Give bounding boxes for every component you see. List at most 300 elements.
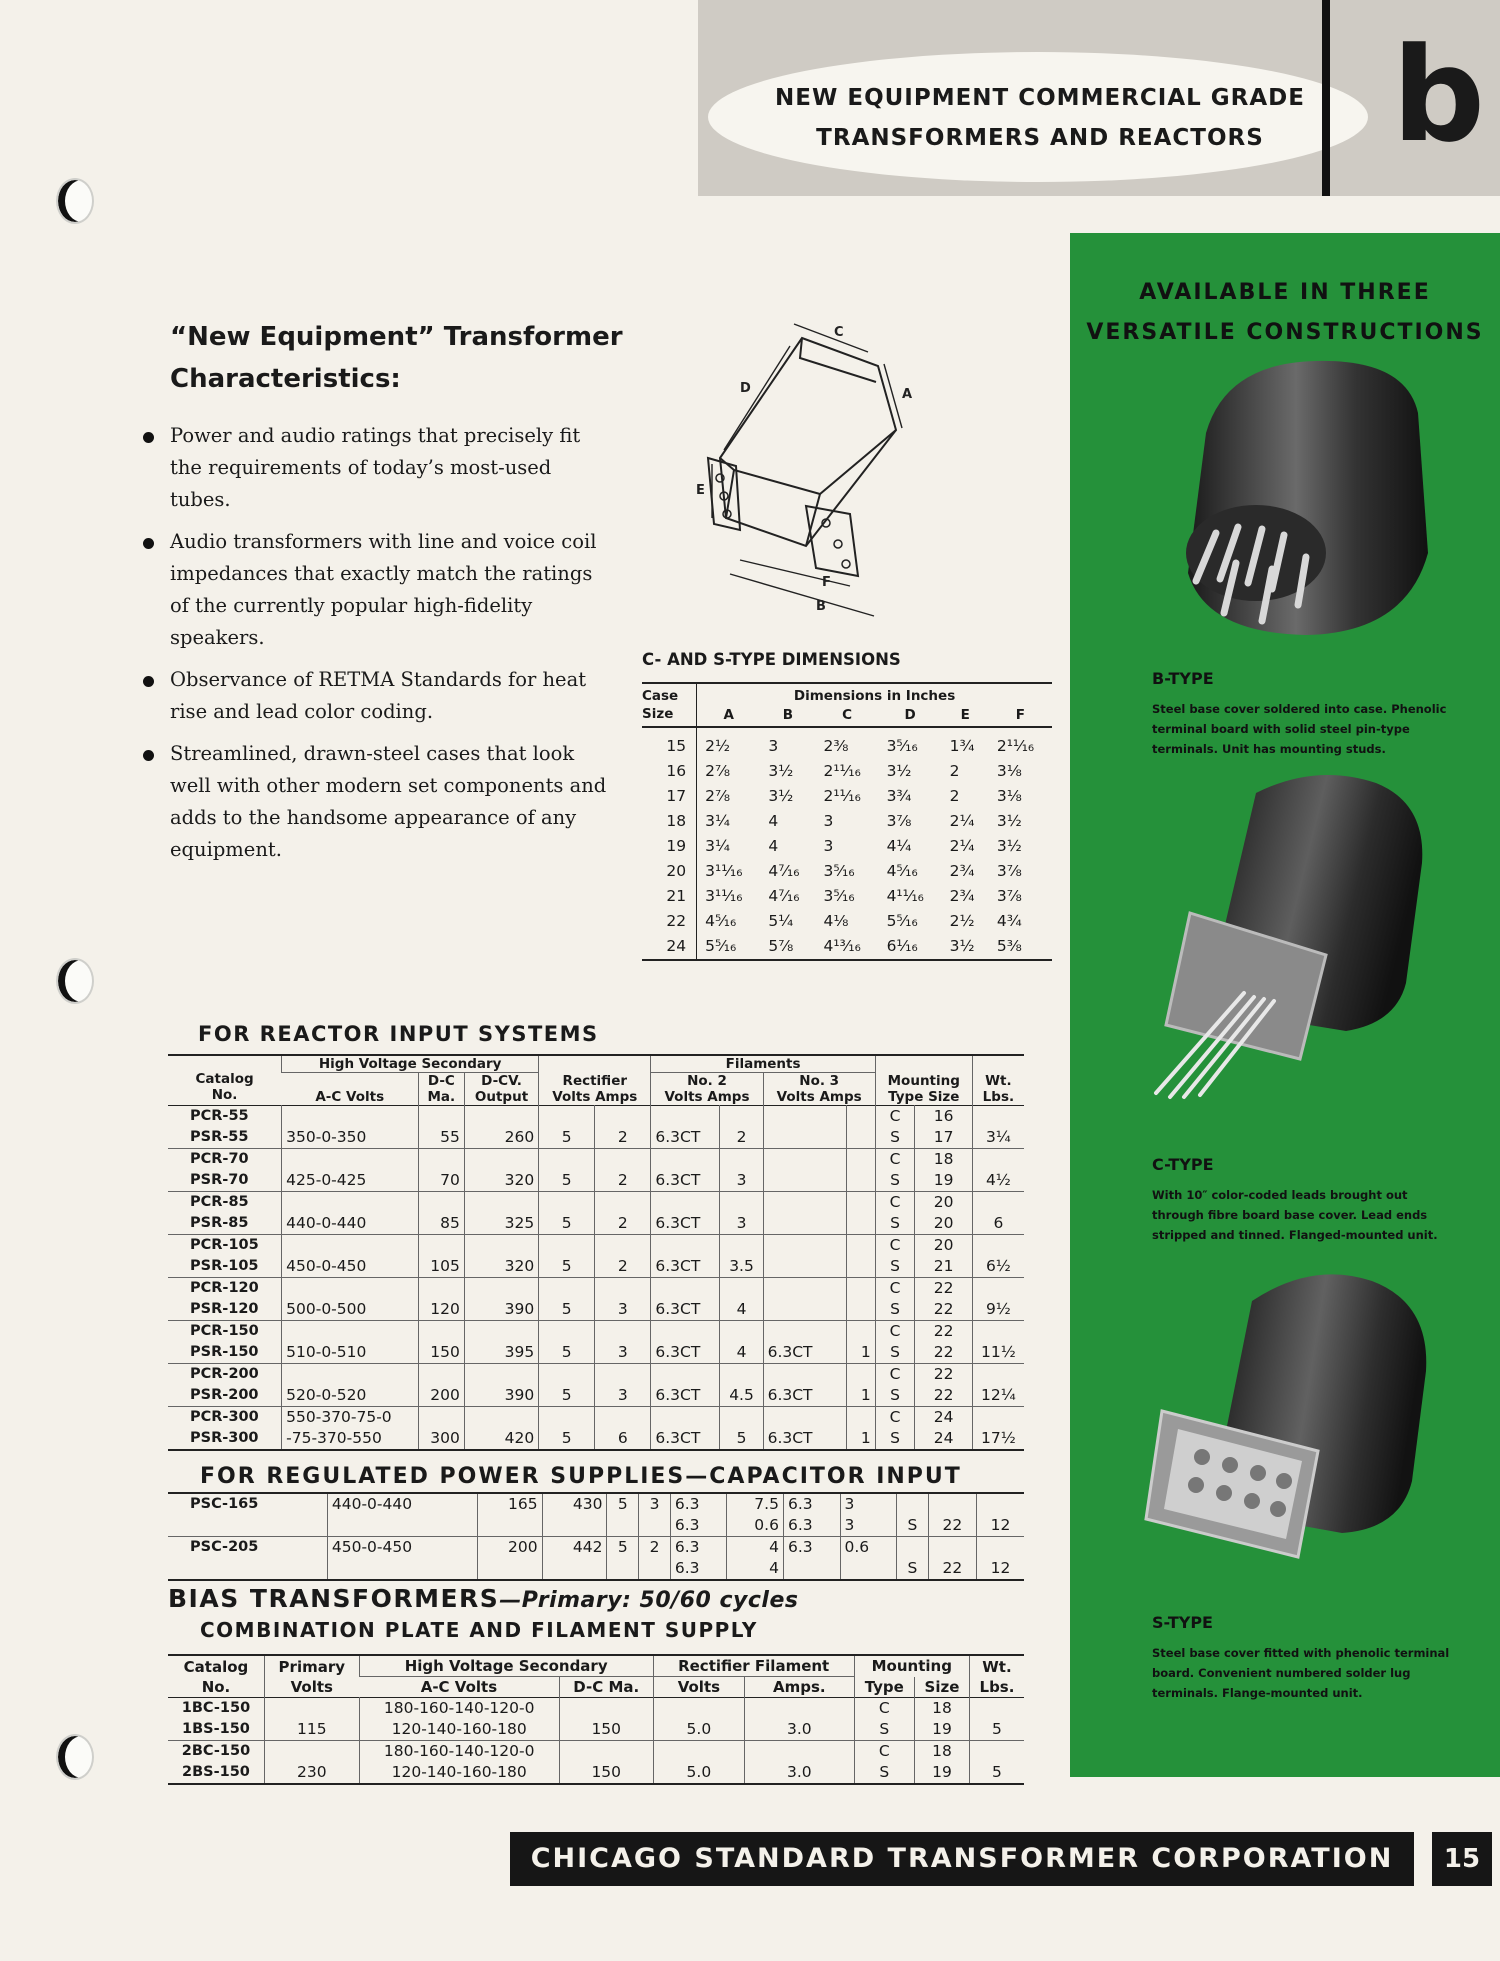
catalog-number-c: PCR-85 [190, 1194, 249, 1210]
table-row [168, 1342, 1024, 1364]
catalog-number-c: 2BC-150 [181, 1743, 251, 1759]
empty-cell [763, 1364, 846, 1386]
empty-cell [264, 1741, 359, 1763]
col-mount-type: Type [888, 1088, 924, 1105]
mount-type-cell: C [875, 1106, 915, 1128]
empty-cell [595, 1364, 651, 1386]
col-filament-no2 [651, 1073, 763, 1106]
empty-cell [559, 1741, 653, 1763]
intro-title-line2: Characteristics: [170, 364, 401, 394]
col-volts: Volts [653, 1677, 744, 1698]
col-amps: Amps. [745, 1677, 855, 1698]
dcv-output-cell: 320 [464, 1256, 538, 1278]
col-dcv-output [464, 1073, 538, 1106]
rect-amps-cell: 2 [595, 1256, 651, 1278]
dimension-cell: 3½ [996, 837, 1022, 855]
dc-ma-cell: 165 [477, 1493, 542, 1515]
empty-cell [745, 1741, 855, 1763]
empty-cell [928, 1537, 976, 1559]
catalog-number-c: 1BC-150 [181, 1700, 251, 1716]
dimension-cell: 4⁵⁄₁₆ [886, 862, 918, 880]
empty-cell [720, 1106, 763, 1128]
rect-volts-cell: 5.0 [653, 1762, 744, 1784]
dimension-cell: 3½ [768, 762, 794, 780]
dimension-cell: 2⅞ [705, 762, 731, 780]
ac-volts-cell: 440-0-440 [327, 1493, 477, 1515]
bias-table [168, 1654, 1024, 1785]
dc-ma-cell: 70 [418, 1170, 464, 1192]
ac-volts-cell [282, 1235, 419, 1257]
dimension-cell: 4⁵⁄₁₆ [705, 912, 737, 930]
mount-type-cell: S [875, 1213, 915, 1235]
empty-cell [653, 1698, 744, 1720]
col-dcv-line2: Output [474, 1089, 529, 1105]
ac-volts-cell: 120-140-160-180 [359, 1719, 559, 1741]
col-rect-amps: Amps [595, 1088, 638, 1105]
dimension-cell: 3⅛ [996, 787, 1022, 805]
col-catalog-line2: No. [211, 1087, 238, 1103]
punch-hole [56, 178, 94, 224]
col-f: F [1015, 707, 1026, 723]
dcv-output-cell: 260 [464, 1127, 538, 1149]
col-a: A [723, 707, 734, 723]
diagram-label-e: E [696, 483, 705, 498]
rect-volts-cell: 5 [539, 1299, 595, 1321]
no3-volts-cell [763, 1299, 846, 1321]
no3-amps-cell: 1 [846, 1428, 875, 1450]
mount-size-cell: 22 [928, 1558, 976, 1580]
dimension-row [642, 909, 1052, 934]
dimension-cell: 3½ [996, 812, 1022, 830]
table-row [168, 1719, 1024, 1741]
no3-amps-cell [846, 1127, 875, 1149]
page-number: 15 [1432, 1832, 1492, 1886]
empty-cell [464, 1192, 538, 1214]
dimension-row [642, 884, 1052, 909]
ac-volts-cell: 350-0-350 [282, 1127, 419, 1149]
dimension-cell: 2 [949, 762, 960, 780]
dcv-output-cell: 420 [464, 1428, 538, 1450]
punch-hole [56, 1734, 94, 1780]
ac-volts-cell: -75-370-550 [282, 1428, 419, 1450]
table-row [168, 1106, 1024, 1128]
empty-cell [720, 1192, 763, 1214]
catalog-number-c: PCR-150 [190, 1323, 259, 1339]
rect-volts-cell: 5 [539, 1213, 595, 1235]
col-catalog-line2: No. [201, 1677, 231, 1696]
table-row [168, 1558, 1024, 1580]
no3-amps-cell [846, 1256, 875, 1278]
page-title-line1: NEW EQUIPMENT COMMERCIAL GRADE [775, 85, 1305, 111]
col-primary-line1: Primary [278, 1657, 346, 1676]
empty-cell [559, 1698, 653, 1720]
dc-ma-cell: 150 [418, 1342, 464, 1364]
empty-cell [846, 1321, 875, 1343]
no2-volts-cell: 6.3CT [651, 1299, 720, 1321]
rect-volts-cell: 5 [539, 1428, 595, 1450]
rect-amps-cell: 3.0 [745, 1719, 855, 1741]
weight-cell: 12 [976, 1515, 1024, 1537]
no2-amps-cell: 3 [720, 1170, 763, 1192]
col-group-filaments: Filaments [651, 1055, 875, 1073]
ac-volts-cell: 120-140-160-180 [359, 1762, 559, 1784]
empty-cell [846, 1235, 875, 1257]
feature-item: Audio transformers with line and voice coil impedances that exactly match the ratings of the currently popular high-fidelity speakers. [140, 526, 610, 654]
mount-type-cell: S [897, 1558, 929, 1580]
panel-title-line2: VERSATILE CONSTRUCTIONS [1086, 320, 1484, 345]
diagram-label-b: B [816, 599, 826, 614]
mount-type-cell: C [875, 1278, 915, 1300]
dimension-cell: 6¹⁄₁₆ [886, 937, 918, 955]
col-mounting [875, 1073, 972, 1106]
col-weight-line2: Lbs. [982, 1088, 1015, 1105]
bias-heading-sub: —Primary: 50/60 cycles [499, 1588, 799, 1613]
dimension-cell: 5⁵⁄₁₆ [886, 912, 918, 930]
col-catalog [168, 1655, 264, 1698]
col-catalog-line1: Catalog [183, 1657, 249, 1676]
mount-size-cell: 18 [914, 1741, 969, 1763]
dimension-row [642, 859, 1052, 884]
table-row [168, 1741, 1024, 1763]
dimension-cell: 3⁵⁄₁₆ [886, 737, 918, 755]
dimension-cell: 2 [949, 787, 960, 805]
mount-size-cell: 20 [915, 1213, 972, 1235]
no2-amps-cell: 2 [720, 1127, 763, 1149]
rect-volts-cell: 5 [607, 1493, 639, 1515]
empty-cell [763, 1192, 846, 1214]
dc-ma-cell: 105 [418, 1256, 464, 1278]
bias-subheading: COMBINATION PLATE AND FILAMENT SUPPLY [200, 1618, 758, 1642]
col-wt-top [972, 1055, 1024, 1073]
mount-type-cell: S [875, 1127, 915, 1149]
table-row [168, 1278, 1024, 1300]
no3-amps-cell: 3 [840, 1493, 897, 1515]
empty-cell [976, 1537, 1024, 1559]
col-ac-volts: A-C Volts [315, 1089, 385, 1105]
no2-amps-cell: 4 [720, 1342, 763, 1364]
dimension-cell: 3⅞ [996, 862, 1022, 880]
catalog-number-s: 1BS-150 [168, 1719, 264, 1741]
empty-cell [264, 1698, 359, 1720]
mount-size-cell: 20 [915, 1192, 972, 1214]
empty-cell [477, 1515, 542, 1537]
no3-volts-cell [763, 1170, 846, 1192]
c-type-label: C-TYPE [1152, 1155, 1214, 1174]
col-dc-ma-line1: D-C [427, 1073, 455, 1089]
rect-volts-cell: 5 [539, 1127, 595, 1149]
section-letter: b [1392, 19, 1486, 171]
mount-type-cell: S [875, 1170, 915, 1192]
case-size-cell: 16 [642, 759, 697, 784]
dc-ma-cell: 150 [559, 1719, 653, 1741]
dimension-cell: 2⅞ [705, 787, 731, 805]
empty-cell [763, 1278, 846, 1300]
col-no3-volts: Volts [776, 1089, 815, 1105]
ac-volts-cell: 450-0-450 [327, 1537, 477, 1559]
empty-cell [595, 1407, 651, 1429]
no3-amps-cell [846, 1170, 875, 1192]
ac-volts-cell [282, 1192, 419, 1214]
empty-cell [763, 1407, 846, 1429]
empty-cell [595, 1278, 651, 1300]
catalog-number-c: PCR-55 [190, 1108, 249, 1124]
empty-cell [928, 1493, 976, 1515]
empty-cell [972, 1235, 1024, 1257]
catalog-number-s: PSR-55 [168, 1127, 282, 1149]
table-row [168, 1299, 1024, 1321]
no2-amps-cell: 4 [727, 1537, 784, 1559]
dc-ma-cell: 120 [418, 1299, 464, 1321]
empty-cell [846, 1106, 875, 1128]
intro-title-line1: “New Equipment” Transformer [170, 322, 623, 352]
primary-volts-cell: 115 [264, 1719, 359, 1741]
no3-amps-cell [846, 1299, 875, 1321]
mount-size-cell: 22 [915, 1321, 972, 1343]
empty-cell [969, 1698, 1024, 1720]
table-row [168, 1170, 1024, 1192]
ac-volts-cell: 180-160-140-120-0 [359, 1741, 559, 1763]
empty-cell [972, 1321, 1024, 1343]
dcv-output-cell: 390 [464, 1385, 538, 1407]
dimension-cell: 3¹¹⁄₁₆ [705, 862, 743, 880]
rect-amps-cell: 2 [595, 1213, 651, 1235]
col-ac-volts: A-C Volts [420, 1678, 498, 1696]
b-type-label: B-TYPE [1152, 669, 1214, 688]
catalog-number-s: PSR-150 [168, 1342, 282, 1364]
dimension-cell: 5¼ [768, 912, 794, 930]
col-catalog-line1: Catalog [195, 1071, 254, 1087]
case-size-cell: 20 [642, 859, 697, 884]
ac-volts-cell: 510-0-510 [282, 1342, 419, 1364]
dimension-cell: 5⁵⁄₁₆ [705, 937, 737, 955]
mount-size-cell: 21 [915, 1256, 972, 1278]
mount-type-cell: S [854, 1762, 914, 1784]
empty-cell [539, 1149, 595, 1171]
empty-cell [972, 1278, 1024, 1300]
no2-volts-cell: 6.3CT [651, 1256, 720, 1278]
empty-cell [651, 1278, 720, 1300]
dimension-row [642, 834, 1052, 859]
dc-ma-cell: 200 [477, 1537, 542, 1559]
dimension-cell: 3⁵⁄₁₆ [823, 887, 855, 905]
empty-cell [542, 1515, 607, 1537]
table-row [168, 1256, 1024, 1278]
col-weight-line1: Wt. [985, 1072, 1012, 1089]
no3-volts-cell [783, 1558, 840, 1580]
bias-heading [168, 1584, 798, 1613]
dimensions-heading: C- AND S-TYPE DIMENSIONS [642, 650, 901, 669]
case-dimension-diagram [690, 318, 920, 628]
col-primary-line2: Volts [290, 1677, 333, 1696]
empty-cell [745, 1698, 855, 1720]
empty-cell [539, 1321, 595, 1343]
rect-volts-cell: 5 [539, 1170, 595, 1192]
col-rectifier [539, 1073, 651, 1106]
b-type-transformer-image [1166, 343, 1456, 643]
weight-cell: 6 [972, 1213, 1024, 1235]
mount-size-cell: 22 [915, 1364, 972, 1386]
diagram-label-d: D [740, 381, 751, 396]
weight-cell: 5 [969, 1719, 1024, 1741]
col-filament-no3 [763, 1073, 875, 1106]
empty-cell [464, 1106, 538, 1128]
mount-type-cell: C [875, 1235, 915, 1257]
c-type-transformer-image [1126, 763, 1456, 1103]
catalog-number-c: PCR-300 [190, 1409, 259, 1425]
no3-volts-cell [763, 1127, 846, 1149]
table-row [168, 1515, 1024, 1537]
mount-type-cell: S [875, 1299, 915, 1321]
dimensions-table [642, 682, 1052, 961]
case-size-cell: 19 [642, 834, 697, 859]
s-type-transformer-image [1142, 1261, 1452, 1571]
dcv-output-cell: 430 [542, 1493, 607, 1515]
no2-volts-cell: 6.3CT [651, 1127, 720, 1149]
empty-cell [639, 1515, 671, 1537]
dimension-cell: 5⅞ [768, 937, 794, 955]
col-b: B [782, 707, 794, 723]
table-row [168, 1321, 1024, 1343]
feature-item: Observance of RETMA Standards for heat rise and lead color coding. [140, 664, 610, 728]
empty-cell [464, 1149, 538, 1171]
empty-cell [595, 1149, 651, 1171]
mount-type-cell: S [875, 1256, 915, 1278]
mount-type-cell: S [854, 1719, 914, 1741]
catalog-number-s: PSR-85 [168, 1213, 282, 1235]
empty-cell [539, 1407, 595, 1429]
dcv-output-cell: 442 [542, 1537, 607, 1559]
empty-cell [763, 1321, 846, 1343]
empty-cell [720, 1407, 763, 1429]
case-size-cell: 21 [642, 884, 697, 909]
empty-cell [464, 1407, 538, 1429]
table-row [168, 1698, 1024, 1720]
dimension-cell: 4¹¹⁄₁₆ [886, 887, 924, 905]
empty-cell [972, 1407, 1024, 1429]
no2-volts-cell: 6.3CT [651, 1428, 720, 1450]
dimension-cell: 4¼ [886, 837, 912, 855]
empty-cell [464, 1278, 538, 1300]
empty-cell [720, 1364, 763, 1386]
dc-ma-cell: 55 [418, 1127, 464, 1149]
col-rect-volts: Volts [552, 1088, 591, 1105]
table-row [168, 1537, 1024, 1559]
no2-amps-cell: 4 [720, 1299, 763, 1321]
col-weight-line2: Lbs. [979, 1677, 1015, 1696]
table-row [168, 1213, 1024, 1235]
empty-cell [327, 1558, 477, 1580]
rect-amps-cell: 3 [595, 1342, 651, 1364]
dimension-cell: 4¾ [996, 912, 1022, 930]
col-no3-amps: Amps [819, 1089, 862, 1105]
empty-cell [539, 1192, 595, 1214]
empty-cell [607, 1515, 639, 1537]
table-row [168, 1235, 1024, 1257]
table-row [168, 1127, 1024, 1149]
mount-size-cell: 18 [914, 1698, 969, 1720]
empty-cell [846, 1407, 875, 1429]
mount-type-cell: C [875, 1407, 915, 1429]
empty-cell [418, 1106, 464, 1128]
rect-volts-cell: 5 [539, 1385, 595, 1407]
empty-cell [972, 1149, 1024, 1171]
page-title-line2: TRANSFORMERS AND REACTORS [816, 125, 1264, 151]
empty-cell [595, 1235, 651, 1257]
table-row [168, 1493, 1024, 1515]
ac-volts-cell [282, 1106, 419, 1128]
dimension-cell: 2½ [705, 737, 731, 755]
table-row [168, 1364, 1024, 1386]
col-c: C [842, 707, 852, 723]
regulated-table [168, 1492, 1024, 1581]
col-no2-volts: Volts [664, 1089, 703, 1105]
col-group-hv: High Voltage Secondary [359, 1655, 653, 1677]
dimension-cell: 4⅛ [823, 912, 849, 930]
weight-cell: 3¼ [972, 1127, 1024, 1149]
rect-amps-cell: 2 [639, 1537, 671, 1559]
constructions-panel [1070, 233, 1500, 1777]
empty-cell [418, 1192, 464, 1214]
col-catalog [168, 1055, 282, 1106]
no2-volts-cell: 6.3 [670, 1493, 727, 1515]
empty-cell [763, 1106, 846, 1128]
dc-ma-cell: 85 [418, 1213, 464, 1235]
mount-size-cell: 20 [915, 1235, 972, 1257]
dimension-cell: 3 [768, 737, 779, 755]
case-size-cell: 18 [642, 809, 697, 834]
no3-volts-cell: 6.3CT [763, 1428, 846, 1450]
page-title [730, 78, 1350, 158]
catalog-number-s: PSR-70 [168, 1170, 282, 1192]
dimension-cell: 2¾ [949, 887, 975, 905]
dimension-row [642, 727, 1052, 759]
empty-cell [418, 1364, 464, 1386]
catalog-number: PSC-205 [190, 1539, 259, 1555]
dimension-cell: 2¼ [949, 812, 975, 830]
empty-cell [763, 1235, 846, 1257]
no3-amps-cell: 1 [846, 1342, 875, 1364]
col-no2-label: No. 2 [687, 1073, 727, 1089]
s-type-description: Steel base cover fitted with phenolic terminal board. Convenient numbered solder lug terminals. Flange-mounted unit. [1152, 1646, 1450, 1700]
feature-item: Streamlined, drawn-steel cases that look well with other modern set components and adds to the handsome appearance of any equipment. [140, 738, 610, 866]
no3-volts-cell: 6.3 [783, 1493, 840, 1515]
col-group-dimensions: Dimensions in Inches [793, 688, 956, 704]
reactor-table [168, 1054, 1024, 1451]
no3-amps-cell: 0.6 [840, 1537, 897, 1559]
dimension-cell: 4 [768, 837, 779, 855]
catalog-number: PSC-165 [190, 1496, 259, 1512]
dimension-cell: 3¹¹⁄₁₆ [705, 887, 743, 905]
rect-amps-cell: 3.0 [745, 1762, 855, 1784]
dimension-cell: 5⅜ [996, 937, 1022, 955]
feature-item: Power and audio ratings that precisely fit the requirements of today’s most-used tubes. [140, 420, 610, 516]
reactor-heading: FOR REACTOR INPUT SYSTEMS [198, 1022, 599, 1046]
rect-volts-cell: 5 [607, 1537, 639, 1559]
col-mounting-label: Mounting [887, 1072, 960, 1089]
diagram-label-f: F [822, 575, 831, 590]
no3-volts-cell: 6.3 [783, 1515, 840, 1537]
col-e: E [960, 707, 970, 723]
empty-cell [168, 1515, 327, 1537]
dimension-cell: 3⁵⁄₁₆ [823, 862, 855, 880]
empty-cell [418, 1278, 464, 1300]
dimension-cell: 1¾ [949, 737, 975, 755]
empty-cell [539, 1278, 595, 1300]
catalog-number-s: PSR-300 [168, 1428, 282, 1450]
c-type-description: With 10″ color-coded leads brought out through fibre board base cover. Lead ends stripped and tinned. Flanged-mounted unit. [1152, 1188, 1438, 1242]
empty-cell [651, 1149, 720, 1171]
bias-heading-main: BIAS TRANSFORMERS [168, 1584, 500, 1613]
